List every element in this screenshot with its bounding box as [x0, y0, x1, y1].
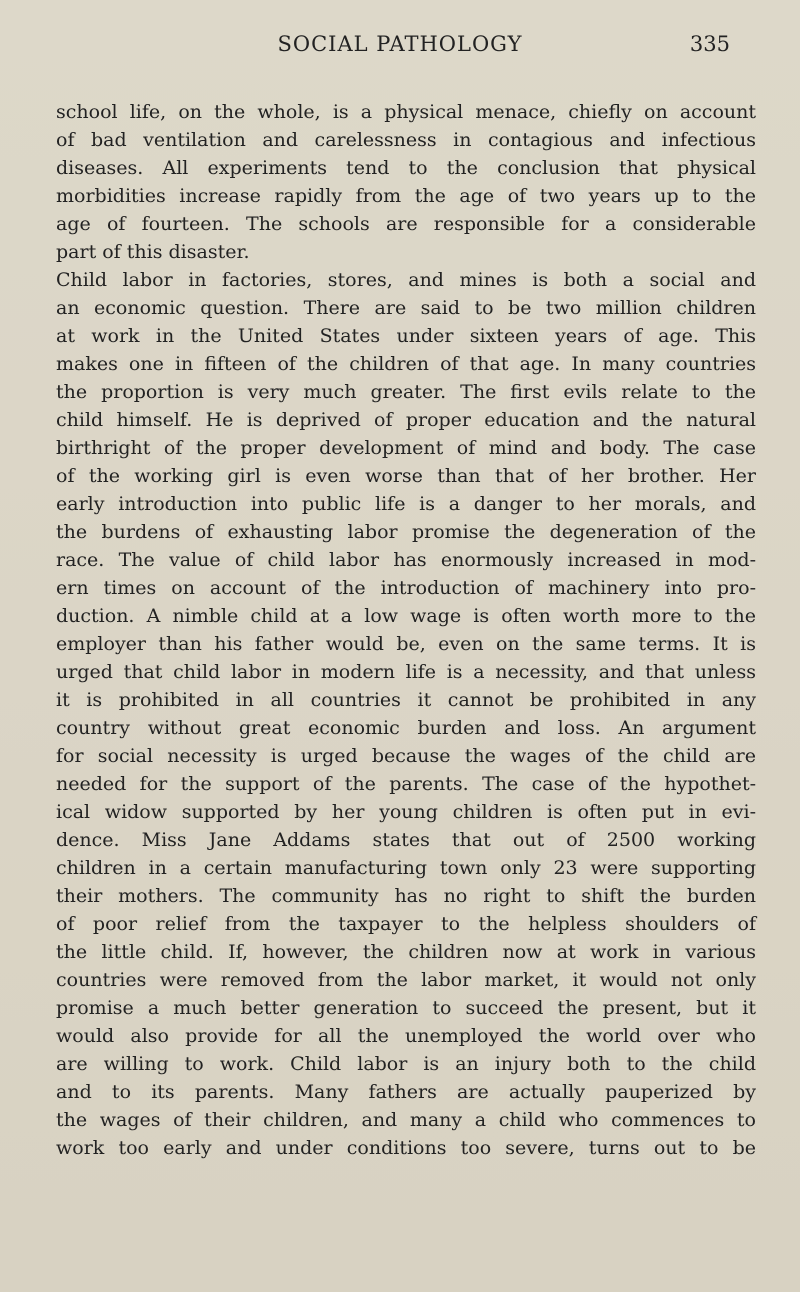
text-line: ern times on account of the introduction of machinery into pro-: [56, 577, 756, 599]
text-line: school life, on the whole, is a physical menace, chiefly on account: [56, 101, 756, 123]
text-line: early introduction into public life is a danger to her morals, and: [56, 493, 756, 515]
text-line: of the working girl is even worse than that of her brother. Her: [56, 465, 756, 487]
text-line: child himself. He is deprived of proper education and the natural: [56, 409, 756, 431]
text-line: employer than his father would be, even on the same terms. It is: [56, 633, 756, 655]
text-line: Child labor in factories, stores, and mines is both a social and: [56, 269, 756, 291]
text-line: the little child. If, however, the children now at work in various: [56, 941, 756, 963]
text-line: an economic question. There are said to be two million children: [56, 297, 756, 319]
text-line: morbidities increase rapidly from the age of two years up to the: [56, 185, 756, 207]
text-line: would also provide for all the unemployed the world over who: [56, 1025, 756, 1047]
text-line: the burdens of exhausting labor promise the degeneration of the: [56, 521, 756, 543]
page-number: 335: [689, 32, 730, 56]
text-line: and to its parents. Many fathers are actually pauperized by: [56, 1081, 756, 1103]
text-line: it is prohibited in all countries it cannot be prohibited in any: [56, 689, 756, 711]
text-line: age of fourteen. The schools are responsible for a considerable: [56, 213, 756, 235]
text-line: dence. Miss Jane Addams states that out of 2500 working: [56, 829, 756, 851]
text-line: countries were removed from the labor market, it would not only: [56, 969, 756, 991]
text-line: diseases. All experiments tend to the conclusion that physical: [56, 157, 756, 179]
text-line: their mothers. The community has no right to shift the burden: [56, 885, 756, 907]
text-line: duction. A nimble child at a low wage is often worth more to the: [56, 605, 756, 627]
text-line: at work in the United States under sixteen years of age. This: [56, 325, 756, 347]
running-head: [0, 32, 800, 64]
text-line: birthright of the proper development of mind and body. The case: [56, 437, 756, 459]
text-line: ical widow supported by her young children is often put in evi-: [56, 801, 756, 823]
text-line: urged that child labor in modern life is a necessity, and that unless: [56, 661, 756, 683]
text-line: the proportion is very much greater. The first evils relate to the: [56, 381, 756, 403]
text-line: the wages of their children, and many a child who commences to: [56, 1109, 756, 1131]
text-line: part of this disaster.: [56, 241, 250, 263]
text-line: are willing to work. Child labor is an injury both to the child: [56, 1053, 756, 1075]
text-line: makes one in fifteen of the children of that age. In many countries: [56, 353, 756, 375]
text-line: for social necessity is urged because the wages of the child are: [56, 745, 756, 767]
text-line: race. The value of child labor has enormously increased in mod-: [56, 549, 756, 571]
running-title: SOCIAL PATHOLOGY: [277, 32, 523, 56]
text-line: promise a much better generation to succeed the present, but it: [56, 997, 756, 1019]
text-line: needed for the support of the parents. The case of the hypothet-: [56, 773, 756, 795]
text-line: children in a certain manufacturing town only 23 were supporting: [56, 857, 756, 879]
text-line: of poor relief from the taxpayer to the helpless shoulders of: [56, 913, 756, 935]
text-line: work too early and under conditions too severe, turns out to be: [56, 1137, 756, 1159]
text-line: of bad ventilation and carelessness in contagious and infectious: [56, 129, 756, 151]
text-line: country without great economic burden and loss. An argument: [56, 717, 756, 739]
